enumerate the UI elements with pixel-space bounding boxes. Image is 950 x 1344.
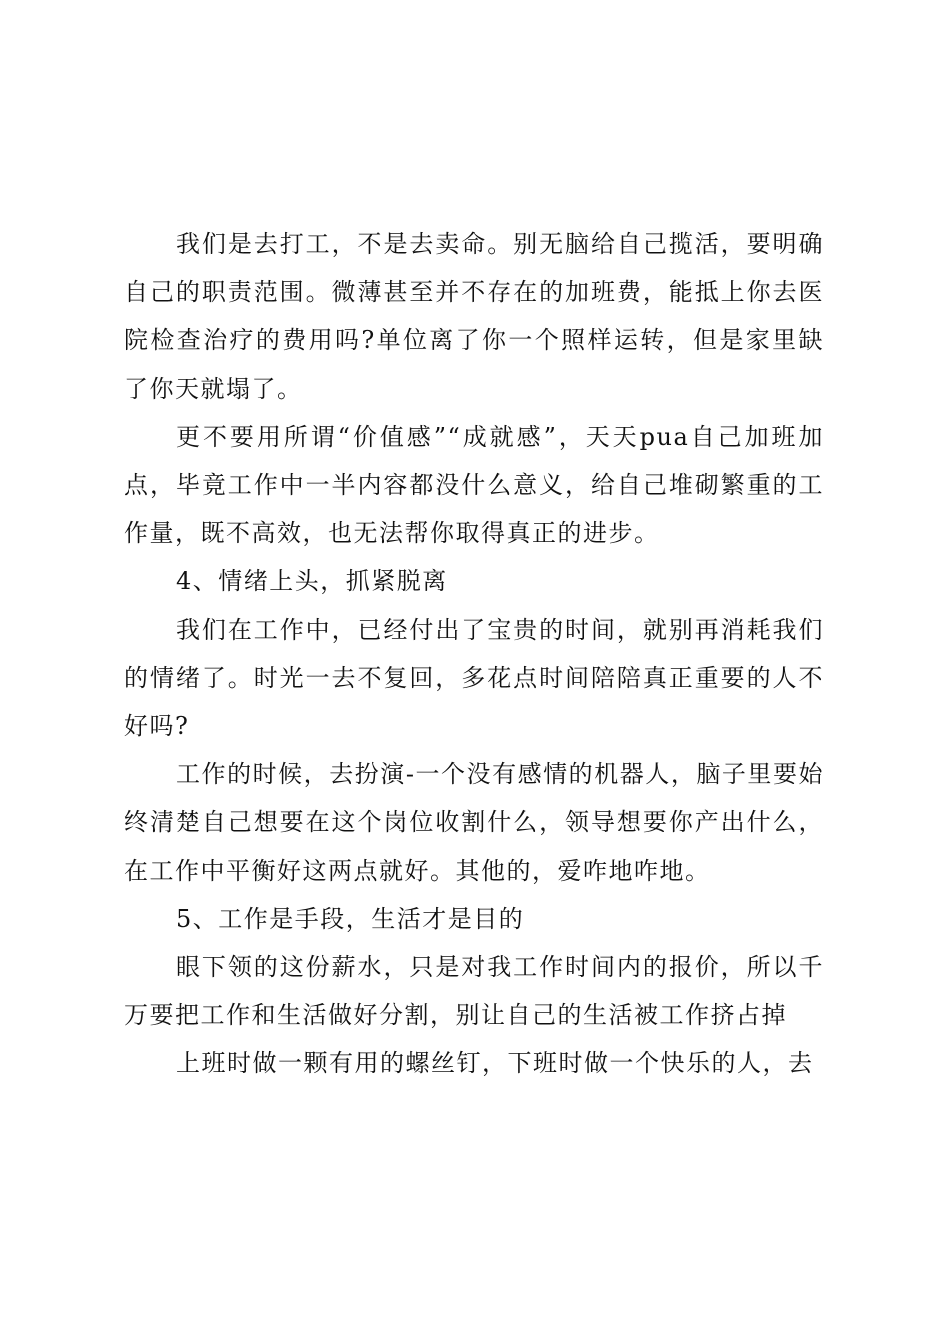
- paragraph-value-sense: 更不要用所谓“价值感”“成就感”，天天pua自己加班加点，毕竟工作中一半内容都没什么意义，给自己堆砌繁重的工作量，既不高效，也无法帮你取得真正的进步。: [124, 422, 824, 548]
- paragraph-salary: 眼下领的这份薪水，只是对我工作时间内的报价，所以千万要把工作和生活做好分割，别让自己的生活被工作挤占掉: [124, 953, 824, 1030]
- document-body: [124, 220, 824, 1088]
- paragraph-screw: 上班时做一颗有用的螺丝钉，下班时做一个快乐的人，去: [176, 1049, 814, 1078]
- section-heading-5: 5、工作是手段，生活才是目的: [176, 904, 525, 933]
- paragraph-work-not-life: 我们是去打工，不是去卖命。别无脑给自己揽活，要明确自己的职责范围。微薄甚至并不存在的加班费，能抵上你去医院检查治疗的费用吗?单位离了你一个照样运转，但是家里缺了你天就塌了。: [124, 230, 824, 403]
- paragraph-robot: 工作的时候，去扮演-一个没有感情的机器人，脑子里要始终清楚自己想要在这个岗位收割什么，领导想要你产出什么，在工作中平衡好这两点就好。其他的，爱咋地咋地。: [124, 760, 824, 885]
- paragraph-emotions: 我们在工作中，已经付出了宝贵的时间，就别再消耗我们的情绪了。时光一去不复回，多花点时间陪陪真正重要的人不好吗?: [124, 615, 824, 741]
- section-heading-4: 4、情绪上头，抓紧脱离: [176, 567, 448, 596]
